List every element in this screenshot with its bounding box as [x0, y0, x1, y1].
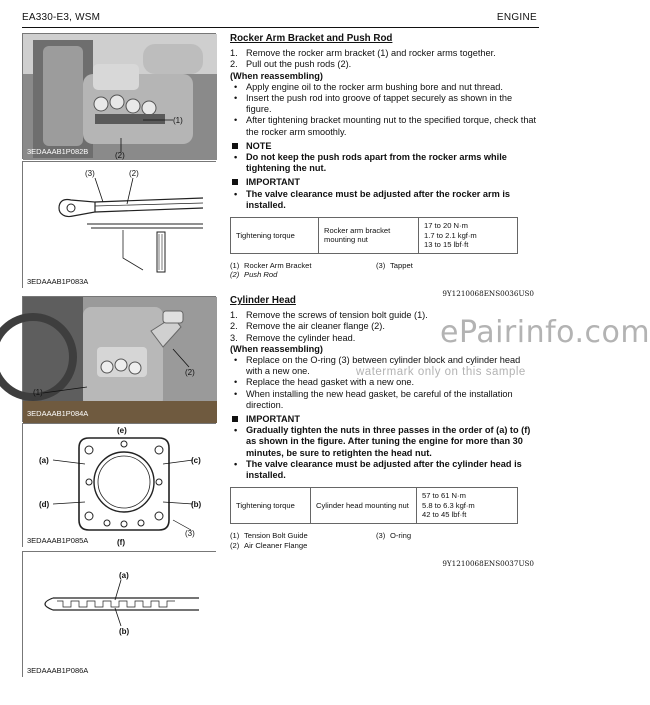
fig5-callout-b: (b)	[119, 627, 130, 636]
fig5-callout-a: (a)	[119, 571, 129, 580]
torque-item: Rocker arm bracket mounting nut	[319, 218, 419, 254]
fig4-callout-3: (3)	[185, 529, 195, 538]
fig4-callout-f: (f)	[117, 538, 125, 547]
fig2-callout-3: (3)	[85, 169, 95, 178]
reassembling-list	[230, 82, 538, 138]
manual-code: EA330-E3, WSM	[22, 12, 101, 23]
reassembling-heading: (When reassembling)	[230, 70, 323, 81]
torque-values: 57 to 61 N·m 5.8 to 6.3 kgf·m 42 to 45 lbf·ft	[417, 488, 518, 524]
reassembling-heading: (When reassembling)	[230, 343, 323, 354]
section-name: ENGINE	[496, 12, 537, 23]
fig3-callout-1: (1)	[33, 388, 43, 397]
step-item: 1. Remove the rocker arm bracket (1) and rocker arms together.	[230, 48, 496, 59]
bullet-item: • Gradually tighten the nuts in three passes in the order of (a) to (f) as shown in the figure. After tuning the engine for more than 30 minutes, be sure to retighten the head nut.	[230, 425, 538, 459]
figure-head-gasket-order	[22, 423, 216, 547]
reference-code: 9Y1210068ENS0037US0	[442, 559, 534, 569]
bullet-item: • Replace the head gasket with a new one.	[230, 377, 538, 388]
fig2-callout-2: (2)	[129, 169, 139, 178]
figure-caption: 3EDAAAB1P083A	[27, 277, 89, 286]
torque-table	[230, 217, 518, 254]
figure-push-rod-diagram	[22, 161, 216, 288]
torque-values: 17 to 20 N·m 1.7 to 2.1 kgf·m 13 to 15 lbf·ft	[419, 218, 518, 254]
bullet-item: • The valve clearance must be adjusted after the rocker arm is installed.	[230, 189, 538, 211]
step-item: 1. Remove the screws of tension bolt guide (1).	[230, 310, 428, 321]
fig4-callout-d: (d)	[39, 500, 50, 509]
figure-caption: 3EDAAAB1P085A	[27, 536, 89, 545]
bullet-item: • Apply engine oil to the rocker arm bushing bore and nut thread.	[230, 82, 538, 93]
fig1-callout-2: (2)	[115, 151, 125, 160]
bullet-item: • After tightening bracket mounting nut to the specified torque, check that the rocker arm smoothly.	[230, 115, 538, 137]
section-title: Cylinder Head	[230, 295, 296, 306]
fig4-callout-c: (c)	[191, 456, 201, 465]
step-item: 2. Pull out the push rods (2).	[230, 59, 352, 70]
parts-legend: (1) Tension Bolt Guide (3) O-ring (2) Air Cleaner Flange	[230, 530, 412, 550]
step-item: 2. Remove the air cleaner flange (2).	[230, 321, 385, 332]
watermark-site: ePairinfo.com	[440, 315, 650, 350]
figure-cylinder-head-photo	[22, 296, 216, 422]
bullet-item: • When installing the new head gasket, be careful of the installation direction.	[230, 389, 538, 411]
important-heading: IMPORTANT	[230, 177, 538, 188]
fig3-callout-2: (2)	[185, 368, 195, 377]
torque-label: Tightening torque	[231, 218, 319, 254]
fig4-callout-b: (b)	[191, 500, 202, 509]
rocker-arm-section	[230, 33, 538, 299]
parts-legend: (1) Rocker Arm Bracket (3) Tappet (2) Push Rod	[230, 260, 413, 280]
torque-label: Tightening torque	[231, 488, 311, 524]
fig4-callout-e: (e)	[117, 426, 127, 435]
section-title: Rocker Arm Bracket and Push Rod	[230, 33, 393, 44]
torque-table	[230, 487, 518, 524]
torque-item: Cylinder head mounting nut	[311, 488, 417, 524]
figure-rocker-arm-photo	[22, 33, 216, 159]
reference-code: 9Y1210068ENS0036US0	[442, 289, 534, 299]
note-list	[230, 152, 538, 174]
bullet-item: • Do not keep the push rods apart from the rocker arms while tightening the nut.	[230, 152, 538, 174]
figure-caption: 3EDAAAB1P084A	[27, 409, 89, 418]
bullet-item: • Replace on the O-ring (3) between cylinder block and cylinder head with a new one.	[230, 355, 538, 377]
important-list	[230, 189, 538, 211]
fig1-callout-1: (1)	[173, 116, 183, 125]
important-heading: IMPORTANT	[230, 414, 538, 425]
figure-caption: 3EDAAAB1P082B	[27, 147, 89, 156]
figure-gasket-direction	[22, 551, 216, 677]
important-list	[230, 425, 538, 481]
bullet-item: • The valve clearance must be adjusted after the cylinder head is installed.	[230, 459, 538, 481]
reassembling-list	[230, 355, 538, 411]
step-list	[230, 48, 538, 70]
bullet-item: • Insert the push rod into groove of tappet securely as shown in the figure.	[230, 93, 538, 115]
fig4-callout-a: (a)	[39, 456, 49, 465]
step-item: 3. Remove the cylinder head.	[230, 332, 356, 343]
note-heading: NOTE	[230, 141, 538, 152]
header-rule	[22, 27, 539, 28]
figure-caption: 3EDAAAB1P086A	[27, 666, 89, 675]
watermark-note: watermark only on this sample	[356, 366, 526, 378]
